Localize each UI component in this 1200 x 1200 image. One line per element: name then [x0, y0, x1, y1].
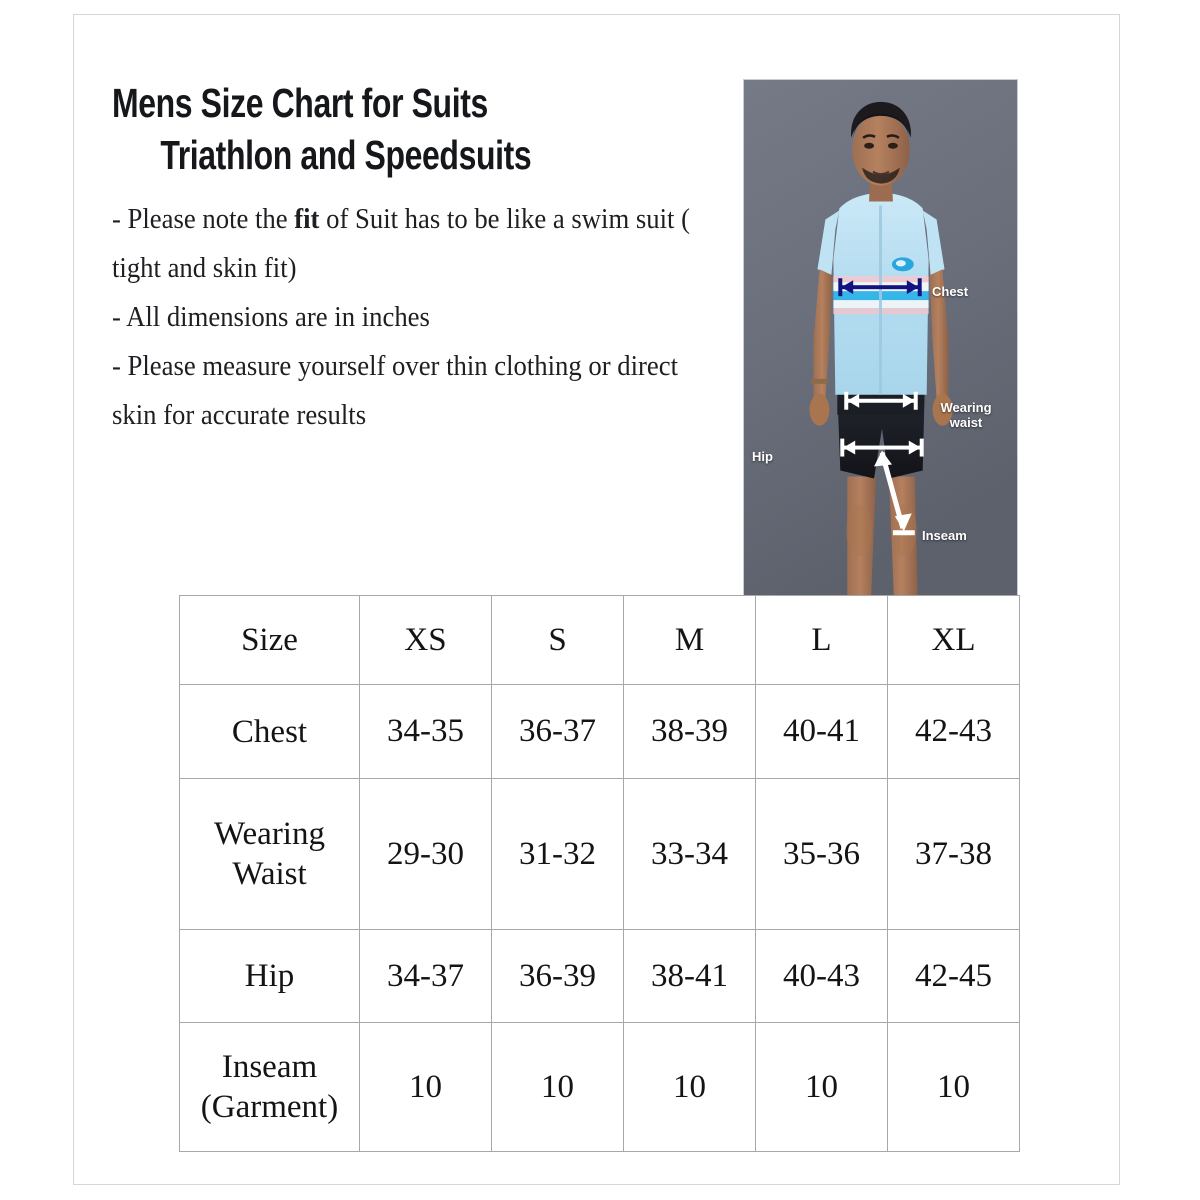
note-fit-suffix: of Suit has to be like a swim suit ( tight and skin fit) [112, 203, 690, 284]
notes-list [112, 195, 705, 440]
photo-label-waist-line-2: waist [949, 415, 983, 430]
table-row [180, 1023, 1020, 1152]
header-cell-s: S [492, 596, 624, 685]
row-label-waist-line-2: Waist [232, 856, 307, 892]
cell-waist-m: 33-34 [624, 779, 756, 930]
cell-inseam-xs: 10 [360, 1023, 492, 1152]
photo-label-inseam: Inseam [922, 528, 967, 543]
cell-inseam-s: 10 [492, 1023, 624, 1152]
photo-label-waist-line-1: Wearing [940, 400, 992, 415]
row-label-inseam-line-1: Inseam [221, 1049, 318, 1085]
cell-hip-s: 36-39 [492, 930, 624, 1023]
cell-hip-l: 40-43 [756, 930, 888, 1023]
header-cell-xs: XS [360, 596, 492, 685]
header-cell-l: L [756, 596, 888, 685]
row-label-hip: Hip [180, 930, 360, 1023]
page-title [112, 77, 615, 181]
row-label-inseam-line-2: (Garment) [200, 1089, 339, 1125]
cell-hip-xs: 34-37 [360, 930, 492, 1023]
cell-waist-s: 31-32 [492, 779, 624, 930]
note-fit-prefix: - Please note the [112, 203, 295, 235]
model-illustration [744, 80, 1017, 597]
size-chart-page [73, 14, 1120, 1185]
row-label-wearing-waist [180, 779, 360, 930]
row-label-chest: Chest [180, 685, 360, 779]
cell-hip-xl: 42-45 [888, 930, 1020, 1023]
page-title-line-2: Triathlon and Speedsuits [160, 132, 532, 178]
note-item-fit [112, 195, 705, 293]
note-item-measure: - Please measure yourself over thin clothing or direct skin for accurate results [112, 350, 679, 431]
cell-chest-xl: 42-43 [888, 685, 1020, 779]
size-table-wrap [179, 595, 1019, 1152]
cell-chest-l: 40-41 [756, 685, 888, 779]
header-cell-xl: XL [888, 596, 1020, 685]
cell-waist-l: 35-36 [756, 779, 888, 930]
photo-label-wearing-waist [924, 400, 1008, 430]
table-row [180, 779, 1020, 930]
cell-waist-xl: 37-38 [888, 779, 1020, 930]
header-cell-m: M [624, 596, 756, 685]
photo-label-hip: Hip [752, 449, 773, 464]
model-photo [743, 79, 1018, 598]
cell-chest-s: 36-37 [492, 685, 624, 779]
table-row [180, 685, 1020, 779]
intro-text-block [112, 77, 757, 440]
note-fit-emphasis: fit [294, 203, 320, 235]
cell-inseam-l: 10 [756, 1023, 888, 1152]
row-label-inseam [180, 1023, 360, 1152]
note-item-units: - All dimensions are in inches [112, 301, 430, 333]
cell-chest-m: 38-39 [624, 685, 756, 779]
header-cell-size: Size [180, 596, 360, 685]
cell-inseam-xl: 10 [888, 1023, 1020, 1152]
size-chart-table [179, 595, 1020, 1152]
table-row [180, 930, 1020, 1023]
cell-hip-m: 38-41 [624, 930, 756, 1023]
photo-label-chest: Chest [932, 284, 969, 299]
page-title-line-1: Mens Size Chart for Suits [112, 80, 488, 126]
table-header-row [180, 596, 1020, 685]
row-label-waist-line-1: Wearing [214, 816, 325, 852]
cell-chest-xs: 34-35 [360, 685, 492, 779]
cell-waist-xs: 29-30 [360, 779, 492, 930]
cell-inseam-m: 10 [624, 1023, 756, 1152]
